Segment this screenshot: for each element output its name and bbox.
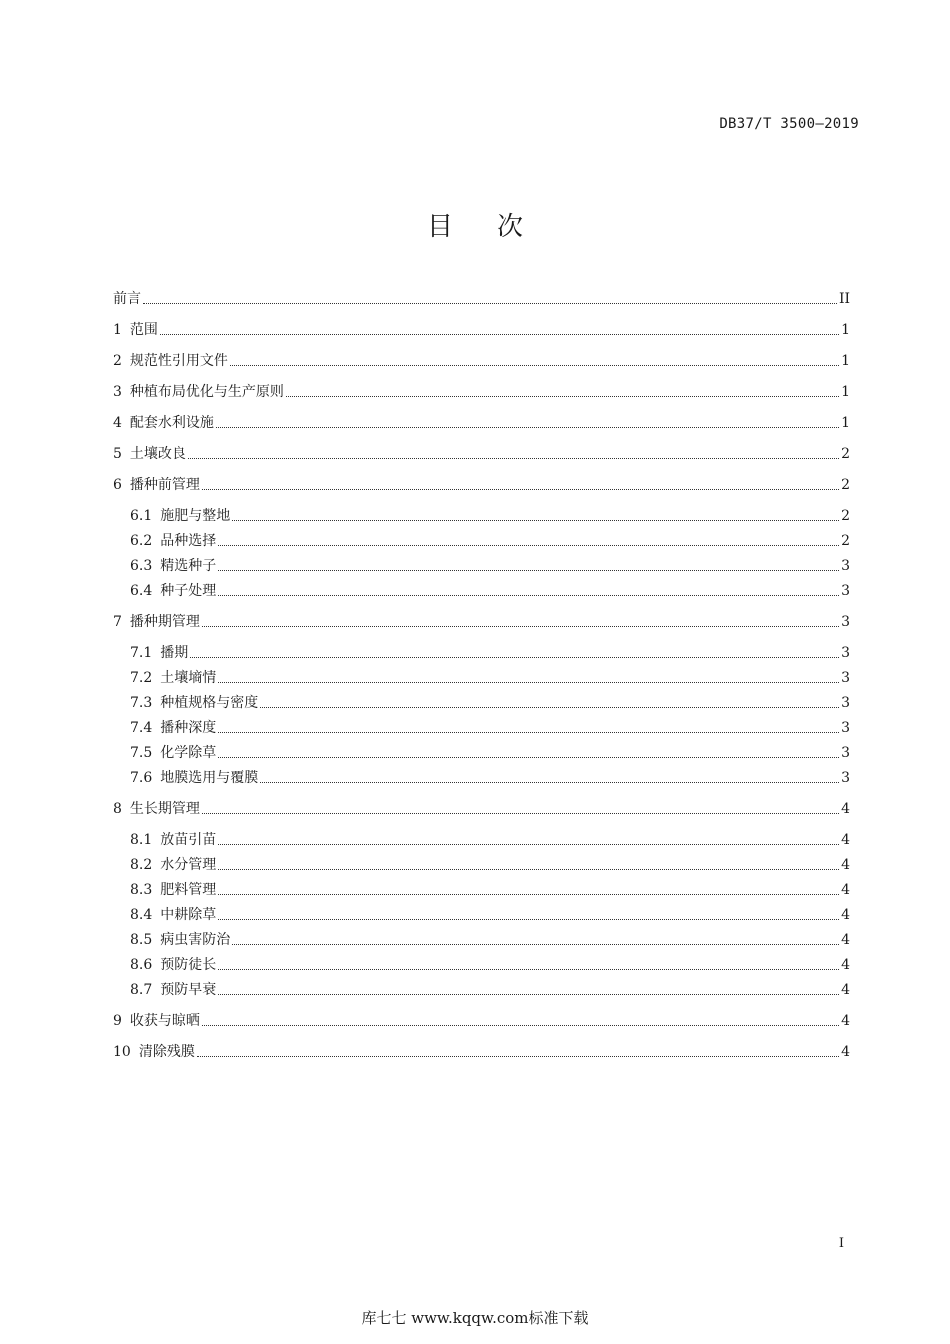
toc-entry-number: 4: [113, 415, 122, 431]
toc-entry[interactable]: [130, 642, 850, 662]
toc-entry[interactable]: [130, 767, 850, 787]
toc-entry-page: 4: [841, 857, 850, 873]
toc-entry-number: 7.3: [130, 695, 153, 711]
toc-entry-label: 地膜选用与覆膜: [160, 770, 259, 786]
toc-leader-dots: [218, 968, 839, 970]
toc-entry-number: 3: [113, 384, 122, 400]
toc-leader-dots: [216, 426, 839, 428]
toc-leader-dots: [230, 364, 839, 366]
toc-entry-page: 3: [841, 745, 850, 761]
toc-entry-number: 5: [113, 446, 122, 462]
toc-entry[interactable]: [113, 381, 850, 401]
toc-entry-label: 规范性引用文件: [129, 353, 228, 369]
toc-entry-number: 8.3: [130, 882, 153, 898]
toc-leader-dots: [202, 1024, 839, 1026]
toc-entry-page: II: [838, 291, 850, 307]
toc-entry-page: 4: [841, 882, 850, 898]
toc-entry-page: 3: [841, 720, 850, 736]
toc-entry-label: 生长期管理: [129, 801, 200, 817]
toc-entry-number: 2: [113, 353, 122, 369]
toc-leader-dots: [190, 656, 839, 658]
toc-entry-number: 9: [113, 1013, 122, 1029]
toc-entry[interactable]: [130, 904, 850, 924]
toc-entry[interactable]: [130, 742, 850, 762]
toc-entry-page: 1: [841, 384, 850, 400]
toc-entry-label: 清除残膜: [138, 1044, 195, 1060]
toc-entry-page: 4: [841, 1013, 850, 1029]
toc-entry[interactable]: [130, 717, 850, 737]
toc-leader-dots: [188, 457, 839, 459]
toc-leader-dots: [218, 544, 839, 546]
toc-entry-label: 放苗引苗: [160, 832, 217, 848]
toc-entry-label: 品种选择: [160, 533, 217, 549]
toc-entry-page: 2: [841, 446, 850, 462]
toc-entry-label: 病虫害防治: [160, 932, 231, 948]
toc-leader-dots: [143, 302, 837, 304]
footer-watermark: 库七七 www.kqqw.com标准下载: [361, 1309, 589, 1327]
toc-entry[interactable]: [113, 288, 850, 308]
page-number: I: [838, 1236, 844, 1251]
toc-entry-page: 2: [841, 508, 850, 524]
toc-entry-page: 1: [841, 415, 850, 431]
toc-entry[interactable]: [130, 929, 850, 949]
toc-entry-label: 前言: [113, 291, 141, 307]
toc-entry[interactable]: [113, 611, 850, 631]
toc-entry-label: 预防徒长: [160, 957, 217, 973]
toc-entry-page: 2: [841, 477, 850, 493]
toc-entry-number: 10: [113, 1044, 131, 1060]
toc-leader-dots: [197, 1055, 839, 1057]
toc-entry-label: 肥料管理: [160, 882, 217, 898]
toc-entry-page: 1: [841, 353, 850, 369]
toc-entry-number: 6: [113, 477, 122, 493]
toc-entry[interactable]: [130, 555, 850, 575]
toc-entry[interactable]: [113, 798, 850, 818]
toc-entry-page: 3: [841, 670, 850, 686]
toc-entry-label: 精选种子: [160, 558, 217, 574]
toc-entry-number: 7.4: [130, 720, 153, 736]
toc-entry[interactable]: [130, 879, 850, 899]
toc-entry-label: 范围: [129, 322, 158, 338]
standard-code: DB37/T 3500—2019: [719, 116, 859, 132]
toc-leader-dots: [202, 625, 839, 627]
toc-leader-dots: [218, 569, 839, 571]
toc-entry[interactable]: [113, 474, 850, 494]
toc-entry-page: 4: [841, 801, 850, 817]
toc-entry[interactable]: [113, 412, 850, 432]
toc-entry-number: 8.2: [130, 857, 153, 873]
toc-entry[interactable]: [113, 1041, 850, 1061]
toc-entry-number: 7.1: [130, 645, 153, 661]
toc-entry-page: 4: [841, 1044, 850, 1060]
toc-leader-dots: [260, 781, 839, 783]
toc-entry-page: 3: [841, 583, 850, 599]
toc-entry-label: 土壤改良: [129, 446, 186, 462]
toc-entry-number: 8.4: [130, 907, 153, 923]
toc-entry[interactable]: [130, 954, 850, 974]
toc-leader-dots: [218, 993, 839, 995]
toc-entry-number: 6.1: [130, 508, 153, 524]
toc-entry-number: 8.7: [130, 982, 153, 998]
toc-entry-label: 种植规格与密度: [160, 695, 259, 711]
toc-entry[interactable]: [113, 1010, 850, 1030]
toc-leader-dots: [218, 918, 839, 920]
toc-entry-page: 4: [841, 907, 850, 923]
toc-entry-number: 7.2: [130, 670, 153, 686]
toc-leader-dots: [160, 333, 839, 335]
toc-entry-number: 8.1: [130, 832, 153, 848]
toc-entry-page: 3: [841, 645, 850, 661]
toc-entry-label: 土壤墒情: [160, 670, 217, 686]
toc-entry-number: 6.3: [130, 558, 153, 574]
toc-entry[interactable]: [130, 530, 850, 550]
toc-leader-dots: [218, 843, 839, 845]
toc-entry-page: 4: [841, 832, 850, 848]
toc-entry-number: 8: [113, 801, 122, 817]
toc-entry-page: 4: [841, 957, 850, 973]
toc-entry-page: 3: [841, 695, 850, 711]
toc-entry-number: 8.6: [130, 957, 153, 973]
toc-entry-number: 7: [113, 614, 122, 630]
toc-entry[interactable]: [130, 692, 850, 712]
toc-entry-label: 播种前管理: [129, 477, 200, 493]
toc-entry[interactable]: [130, 505, 850, 525]
toc-entry-label: 化学除草: [160, 745, 217, 761]
toc-entry-label: 播种期管理: [129, 614, 200, 630]
toc-entry-label: 播种深度: [160, 720, 217, 736]
toc-entry-label: 预防早衰: [160, 982, 217, 998]
toc-leader-dots: [218, 594, 839, 596]
toc-leader-dots: [232, 519, 839, 521]
toc-entry[interactable]: [130, 580, 850, 600]
toc-entry-label: 播期: [160, 645, 189, 661]
toc-entry-label: 种植布局优化与生产原则: [129, 384, 284, 400]
toc-entry-page: 3: [841, 614, 850, 630]
toc-entry-label: 种子处理: [160, 583, 217, 599]
toc-entry-number: 1: [113, 322, 122, 338]
toc-entry[interactable]: [130, 854, 850, 874]
toc-entry-label: 收获与晾晒: [129, 1013, 200, 1029]
toc-entry-page: 3: [841, 770, 850, 786]
toc-leader-dots: [202, 488, 839, 490]
toc-entry[interactable]: [130, 829, 850, 849]
toc-entry[interactable]: [130, 667, 850, 687]
toc-entry[interactable]: [113, 319, 850, 339]
toc-entry-label: 水分管理: [160, 857, 217, 873]
toc-entry-label: 中耕除草: [160, 907, 217, 923]
toc-entry[interactable]: [113, 443, 850, 463]
toc-entry-page: 3: [841, 558, 850, 574]
toc-entry-label: 配套水利设施: [129, 415, 214, 431]
toc-leader-dots: [218, 756, 839, 758]
toc-entry-number: 8.5: [130, 932, 153, 948]
toc-leader-dots: [218, 681, 839, 683]
toc-leader-dots: [202, 812, 839, 814]
toc-leader-dots: [286, 395, 839, 397]
toc-leader-dots: [218, 731, 839, 733]
toc-entry[interactable]: [130, 979, 850, 999]
toc-entry-number: 6.4: [130, 583, 153, 599]
toc-leader-dots: [218, 868, 839, 870]
toc-entry-number: 6.2: [130, 533, 153, 549]
toc-leader-dots: [232, 943, 839, 945]
toc-entry[interactable]: [113, 350, 850, 370]
page-title: 目次: [426, 212, 567, 242]
toc-leader-dots: [260, 706, 839, 708]
toc-entry-number: 7.5: [130, 745, 153, 761]
toc-entry-page: 1: [841, 322, 850, 338]
toc-entry-page: 2: [841, 533, 850, 549]
toc-entry-number: 7.6: [130, 770, 153, 786]
toc-entry-page: 4: [841, 982, 850, 998]
toc-leader-dots: [218, 893, 839, 895]
toc-entry-page: 4: [841, 932, 850, 948]
toc-entry-label: 施肥与整地: [160, 508, 231, 524]
